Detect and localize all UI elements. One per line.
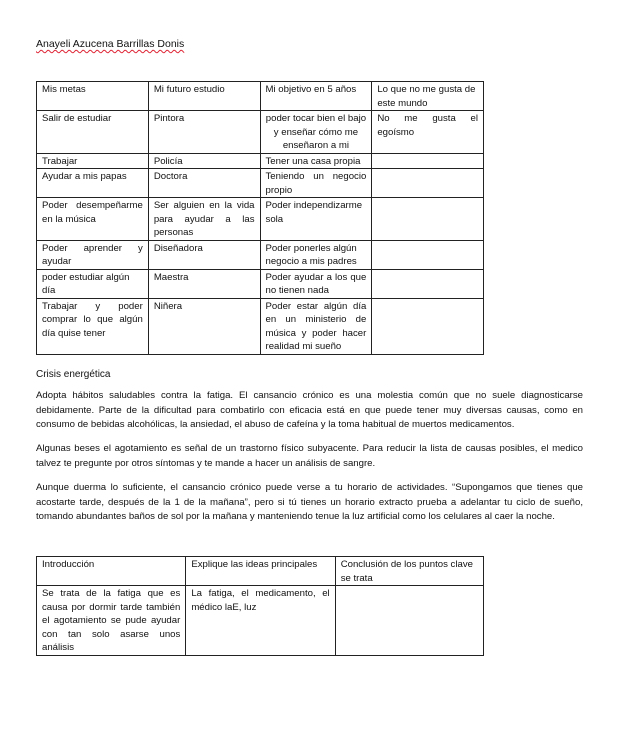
table-row [37, 198, 484, 241]
table-cell: Poder ayudar a los que no tienen nada [260, 269, 372, 298]
table-cell: Diseñadora [148, 240, 260, 269]
table-cell: No me gusta el egoísmo [372, 111, 484, 154]
table-cell: Pintora [148, 111, 260, 154]
paragraph: Aunque duerma lo suficiente, el cansancio crónico puede verse a tu horario de actividades. “Supongamos que tienes que acostarte tarde, después de la 1 de la mañana”, pero si tú tienes un horario extracto prueba a adelantar tu ciclo de sueño, tomando abundantes baños de sol por la mañana y manteniendo tenue la luz artificial como los celulares al caer la noche. [36, 482, 583, 522]
header-cell: Mi objetivo en 5 años [260, 82, 372, 111]
table-cell: poder estudiar algún día [37, 269, 149, 298]
table-row [37, 586, 484, 656]
table-cell: Se trata de la fatiga que es causa por dormir tarde también el agotamiento se pude ayudar con tan solo asarse unos análisis [37, 586, 186, 656]
table-cell: Maestra [148, 269, 260, 298]
table-cell: Teniendo un negocio propio [260, 169, 372, 198]
section-title: Crisis energética [36, 369, 111, 380]
table-cell: Ser alguien en la vida para ayudar a las personas [148, 198, 260, 241]
table-cell [372, 153, 484, 169]
header-cell: Introducción [37, 557, 186, 586]
table-cell: Trabajar y poder comprar lo que algún día quise tener [37, 298, 149, 354]
table-cell [372, 269, 484, 298]
summary-table-header [37, 557, 484, 586]
table-row [37, 111, 484, 154]
table-cell: Niñera [148, 298, 260, 354]
table-cell: Doctora [148, 169, 260, 198]
author-text: Anayeli Azucena Barrillas Donis [36, 38, 185, 50]
author-name [36, 38, 184, 50]
table-cell: Ayudar a mis papas [37, 169, 149, 198]
header-cell: Conclusión de los puntos clave se trata [335, 557, 483, 586]
table-cell: Poder desempeñarme en la música [37, 198, 149, 241]
table-row [37, 153, 484, 169]
goals-table [36, 81, 484, 355]
table-row [37, 298, 484, 354]
table-cell [372, 240, 484, 269]
paragraph: Algunas beses el agotamiento es señal de un trastorno físico subyacente. Para reducir la lista de causas posibles, el medico talvez te pregunte por otros síntomas y te mande a hacer un análisis de sangre. [36, 443, 583, 469]
table-cell: Poder ponerles algún negocio a mis padres [260, 240, 372, 269]
table-cell [372, 198, 484, 241]
table-cell: Poder estar algún día en un ministerio de música y poder hacer realidad mi sueño [260, 298, 372, 354]
table-cell [335, 586, 483, 656]
table-cell [372, 298, 484, 354]
table-row [37, 169, 484, 198]
table-cell: Poder aprender y ayudar [37, 240, 149, 269]
table-cell: Salir de estudiar [37, 111, 149, 154]
paragraph: Adopta hábitos saludables contra la fatiga. El cansancio crónico es una molestia común que no suele diagnosticarse debidamente. Parte de la dificultad para combatirlo con eficacia está en que puede tener muy diversas causas, como en consumo de bebidas alcohólicas, la ansiedad, el abuso de cafeína y la toma habitual de muertos medicamentos. [36, 390, 583, 430]
table-row [37, 240, 484, 269]
table-cell: Policía [148, 153, 260, 169]
summary-table [36, 556, 484, 656]
table-cell: Poder independizarme sola [260, 198, 372, 241]
table-cell: La fatiga, el medicamento, el médico laE, luz [186, 586, 335, 656]
table-row [37, 269, 484, 298]
header-cell: Mi futuro estudio [148, 82, 260, 111]
table-cell: Trabajar [37, 153, 149, 169]
table-cell: poder tocar bien el bajo y enseñar cómo me enseñaron a mi [260, 111, 372, 154]
table-cell: Tener una casa propia [260, 153, 372, 169]
header-cell: Lo que no me gusta de este mundo [372, 82, 484, 111]
header-cell: Explique las ideas principales [186, 557, 335, 586]
goals-table-header [37, 82, 484, 111]
table-cell [372, 169, 484, 198]
header-cell: Mis metas [37, 82, 149, 111]
